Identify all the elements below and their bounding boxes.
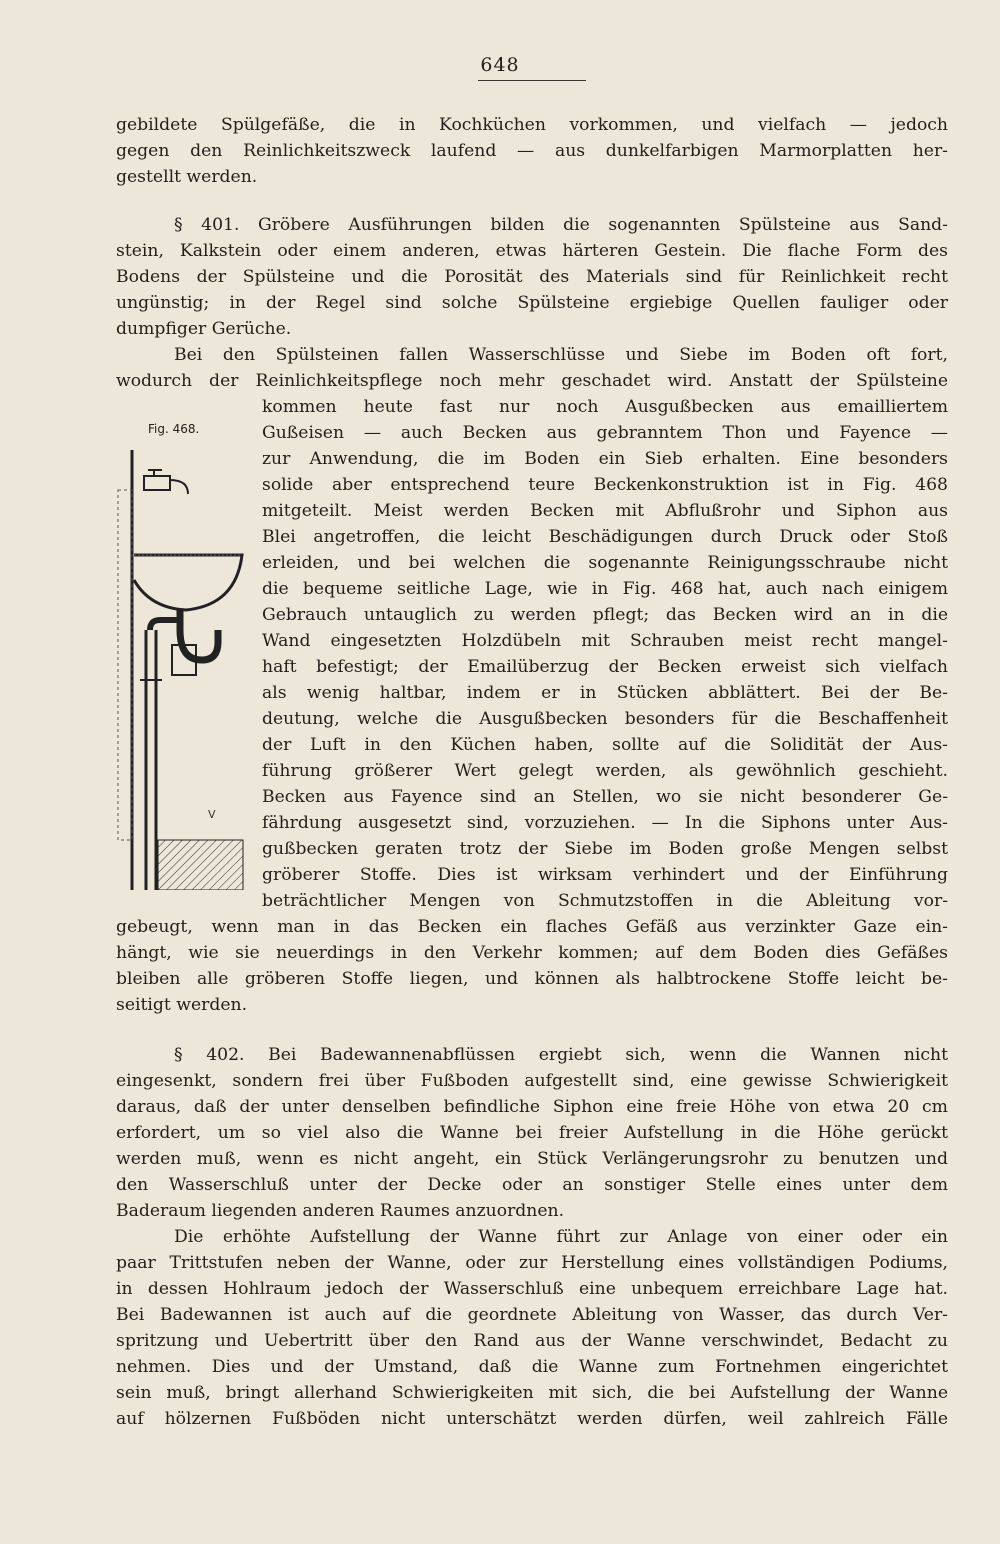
text-line: werden muß, wenn es nicht angeht, ein Stück Verlängerungsrohr zu benutzen und: [116, 1149, 948, 1169]
tap-body: [144, 476, 170, 490]
text-line: Baderaum liegenden anderen Raumes anzuordnen.: [116, 1201, 565, 1221]
text-line: haft befestigt; der Emailüberzug der Becken erweist sich vielfach: [262, 657, 948, 677]
siphon-trap: [180, 610, 218, 660]
text-line: wodurch der Reinlichkeitspflege noch mehr geschadet wird. Anstatt der Spülsteine: [116, 371, 948, 391]
text-line: zur Anwendung, die im Boden ein Sieb erhalten. Eine besonders: [262, 449, 948, 469]
paragraph-401: [116, 212, 948, 394]
text-line: seitigt werden.: [116, 995, 248, 1015]
text-line: § 402. Bei Badewannenabflüssen ergiebt sich, wenn die Wannen nicht: [174, 1045, 948, 1065]
text-line: auf hölzernen Fußböden nicht unterschätzt werden dürfen, weil zahlreich Fälle: [116, 1409, 948, 1429]
tap-spout: [170, 480, 188, 494]
text-line: stein, Kalkstein oder einem anderen, etwas härteren Gestein. Die flache Form des: [116, 241, 948, 261]
text-line: Wand eingesetzten Holzdübeln mit Schrauben meist recht mangel-: [262, 631, 948, 651]
text-line: ungünstig; in der Regel sind solche Spülsteine ergiebige Quellen fauliger oder: [116, 293, 948, 313]
text-line: beträchtlicher Mengen von Schmutzstoffen in die Ableitung vor-: [262, 891, 948, 911]
paragraph-402: [116, 1042, 948, 1224]
text-line: deutung, welche die Ausgußbecken besonders für die Beschaffenheit: [262, 709, 948, 729]
text-line: daraus, daß der unter denselben befindliche Siphon eine freie Höhe von etwa 20 cm: [116, 1097, 948, 1117]
text-line: gebildete Spülgefäße, die in Kochküchen vorkommen, und vielfach — jedoch: [116, 115, 948, 135]
sink-siphon-figure: [110, 420, 250, 890]
page-number-rule: [478, 80, 586, 81]
text-line: erfordert, um so viel also die Wanne bei freier Aufstellung in die Höhe gerückt: [116, 1123, 948, 1143]
text-line: paar Trittstufen neben der Wanne, oder zur Herstellung eines vollständigen Podiums,: [116, 1253, 948, 1273]
paragraph-wrap-around-figure: [262, 394, 948, 914]
paragraph-bath: [116, 1224, 948, 1432]
text-line: Gebrauch untauglich zu werden pflegt; das Becken wird an in die: [262, 605, 948, 625]
text-line: die bequeme seitliche Lage, wie in Fig. 468 hat, auch nach einigem: [262, 579, 948, 599]
text-line: nehmen. Dies und der Umstand, daß die Wanne zum Fortnehmen eingerichtet: [116, 1357, 948, 1377]
paragraph-intro: [116, 112, 948, 190]
text-line: § 401. Gröbere Ausführungen bilden die sogenannten Spülsteine aus Sand-: [174, 215, 948, 235]
dashed-outline: [118, 490, 132, 840]
text-line: kommen heute fast nur noch Ausgußbecken aus emailliertem: [262, 397, 948, 417]
text-line: bleiben alle gröberen Stoffe liegen, und können als halbtrockene Stoffe leicht be-: [116, 969, 948, 989]
floor-hatching: [158, 840, 243, 890]
text-line: sein muß, bringt allerhand Schwierigkeiten mit sich, die bei Aufstellung der Wanne: [116, 1383, 948, 1403]
text-line: fährdung ausgesetzt sind, vorzuziehen. — In die Siphons unter Aus-: [262, 813, 948, 833]
text-line: gestellt werden.: [116, 167, 258, 187]
text-line: gußbecken geraten trotz der Siebe im Boden große Mengen selbst: [262, 839, 948, 859]
text-line: Bei Badewannen ist auch auf die geordnete Ableitung von Wasser, das durch Ver-: [116, 1305, 948, 1325]
text-line: eingesenkt, sondern frei über Fußboden aufgestellt sind, eine gewisse Schwierigkeit: [116, 1071, 948, 1091]
page-number: 648: [480, 54, 520, 76]
text-line: Bei den Spülsteinen fallen Wasserschlüsse und Siebe im Boden oft fort,: [174, 345, 948, 365]
text-line: führung größerer Wert gelegt werden, als gewöhnlich geschieht.: [262, 761, 948, 781]
text-line: Gußeisen — auch Becken aus gebranntem Thon und Fayence —: [262, 423, 948, 443]
paragraph-tail: [116, 914, 948, 1018]
text-line: Blei angetroffen, die leicht Beschädigungen durch Druck oder Stoß: [262, 527, 948, 547]
figure-caption: Fig. 468.: [148, 422, 200, 436]
text-line: in dessen Hohlraum jedoch der Wasserschluß eine unbequem erreichbare Lage hat.: [116, 1279, 948, 1299]
text-line: solide aber entsprechend teure Beckenkonstruktion ist in Fig. 468: [262, 475, 948, 495]
text-line: als wenig haltbar, indem er in Stücken abblättert. Bei der Be-: [262, 683, 948, 703]
text-line: gröberer Stoffe. Dies ist wirksam verhindert und der Einführung: [262, 865, 948, 885]
text-line: Die erhöhte Aufstellung der Wanne führt zur Anlage von einer oder ein: [174, 1227, 948, 1247]
text-line: Becken aus Fayence sind an Stellen, wo sie nicht besonderer Ge-: [262, 787, 948, 807]
text-line: gebeugt, wenn man in das Becken ein flaches Gefäß aus verzinkter Gaze ein-: [116, 917, 948, 937]
text-line: mitgeteilt. Meist werden Becken mit Abflußrohr und Siphon aus: [262, 501, 948, 521]
text-line: spritzung und Uebertritt über den Rand aus der Wanne verschwindet, Bedacht zu: [116, 1331, 948, 1351]
sink-basin: [134, 555, 242, 610]
text-line: den Wasserschluß unter der Decke oder an sonstiger Stelle eines unter dem: [116, 1175, 948, 1195]
text-line: hängt, wie sie neuerdings in den Verkehr kommen; auf dem Boden dies Gefäßes: [116, 943, 948, 963]
text-line: dumpfiger Gerüche.: [116, 319, 292, 339]
text-line: der Luft in den Küchen haben, sollte auf die Solidität der Aus-: [262, 735, 948, 755]
text-line: erleiden, und bei welchen die sogenannte Reinigungsschraube nicht: [262, 553, 948, 573]
text-line: Bodens der Spülsteine und die Porosität des Materials sind für Reinlichkeit recht: [116, 267, 948, 287]
text-line: gegen den Reinlichkeitszweck laufend — aus dunkelfarbigen Marmorplatten her-: [116, 141, 948, 161]
figure-label-v: V: [208, 808, 216, 821]
